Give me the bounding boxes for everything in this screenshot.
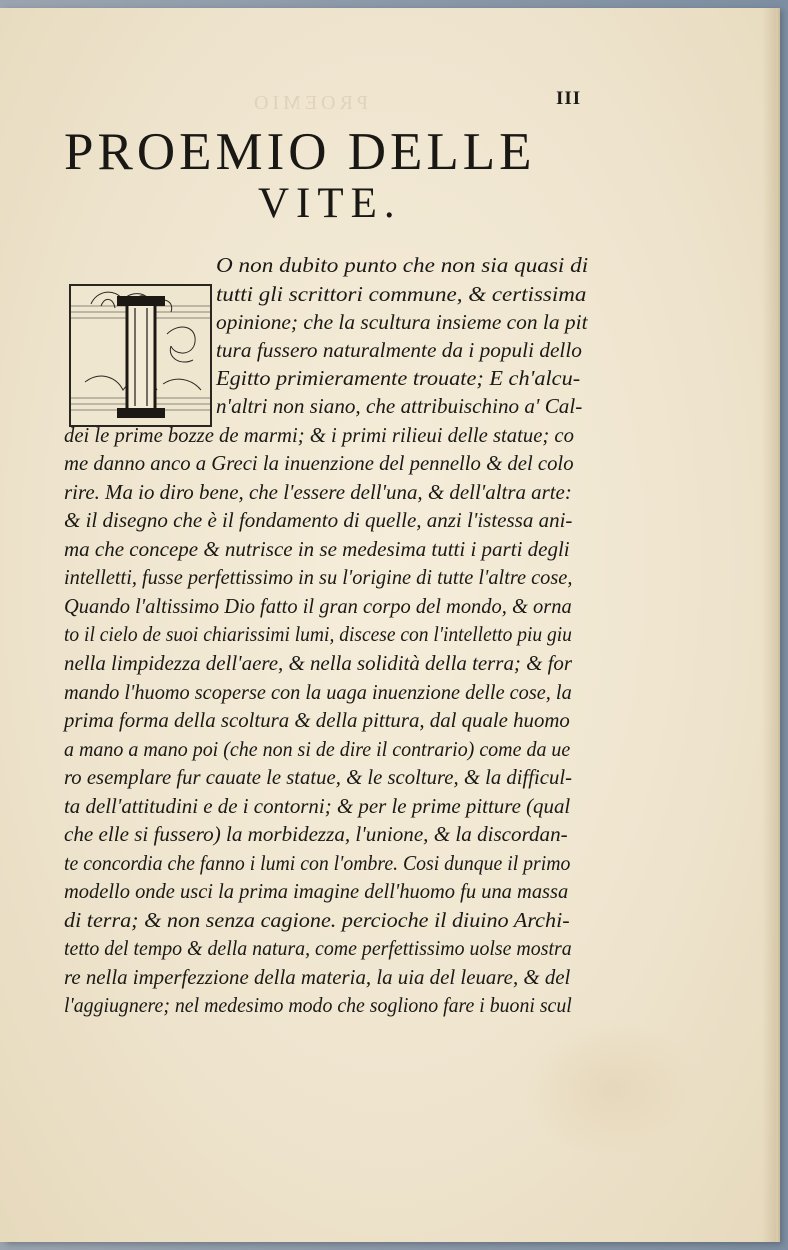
text-line: te concordia che fanno i lumi con l'ombre. Cosi dunque il primo (64, 851, 571, 875)
text-line: dei le prime bozze de marmi; & i primi rilieui delle statue; co (64, 423, 574, 447)
text-line: re nella imperfezzione della materia, la uia del leuare, & del (64, 965, 571, 989)
text-line: l'aggiugnere; nel medesimo modo che sogliono fare i buoni scul (64, 993, 572, 1017)
page-number: III (556, 88, 582, 109)
book-page (0, 8, 776, 1242)
text-line: ta dell'attitudini e de i contorni; & per le prime pitture (qual (64, 794, 571, 818)
text-line: tutti gli scrittori commune, & certissima (216, 282, 587, 306)
text-line: tetto del tempo & della natura, come perfettissimo uolse mostra (64, 936, 572, 960)
text-line: n'altri non siano, che attribuischino a' Cal- (216, 394, 583, 418)
page-title-line-1: PROEMIO DELLE (64, 123, 536, 181)
text-line: mando l'huomo scoperse con la uaga inuenzione delle cose, la (64, 680, 572, 704)
text-line: a mano a mano poi (che non si de dire il contrario) come da ue (64, 737, 571, 761)
paper-stain (520, 1018, 700, 1158)
text-line: nella limpidezza dell'aere, & nella solidità della terra; & for (64, 651, 573, 675)
text-line: di terra; & non senza cagione. percioche il diuino Archi- (64, 908, 570, 932)
page-edge-shadow (762, 8, 776, 1242)
text-line: prima forma della scoltura & della pittura, dal quale huomo (64, 708, 570, 732)
text-line: to il cielo de suoi chiarissimi lumi, discese con l'intelletto piu giu (64, 622, 572, 646)
text-line: & il disegno che è il fondamento di quelle, anzi l'istessa ani- (64, 508, 573, 532)
text-line: O non dubito punto che non sia quasi di (216, 253, 589, 277)
text-line: tura fussero naturalmente da i populi dello (216, 338, 582, 362)
text-line: opinione; che la scultura insieme con la pit (216, 310, 588, 334)
text-line: Egitto primieramente trouate; E ch'alcu- (216, 366, 581, 390)
text-line: ro esemplare fur cauate le statue, & le scolture, & la difficul- (64, 765, 572, 789)
text-line: che elle si fussero) la morbidezza, l'unione, & la discordan- (64, 822, 568, 846)
woodcut-initial-i-icon (69, 284, 212, 427)
text-line: me danno anco a Greci la inuenzione del pennello & del colo (64, 451, 574, 475)
text-line: ma che concepe & nutrisce in se medesima tutti i parti degli (64, 537, 570, 561)
text-line: modello onde usci la prima imagine dell'huomo fu una massa (64, 879, 569, 903)
show-through-text: PROEMIO (250, 92, 369, 114)
text-line: Quando l'altissimo Dio fatto il gran corpo del mondo, & orna (64, 594, 572, 618)
page-title-line-2: VITE. (258, 180, 402, 227)
text-line: intelletti, fusse perfettissimo in su l'origine di tutte l'altre cose, (64, 565, 573, 589)
woodcut-illustration (71, 286, 210, 425)
text-line: rire. Ma io diro bene, che l'essere dell'una, & dell'altra arte: (64, 480, 572, 504)
